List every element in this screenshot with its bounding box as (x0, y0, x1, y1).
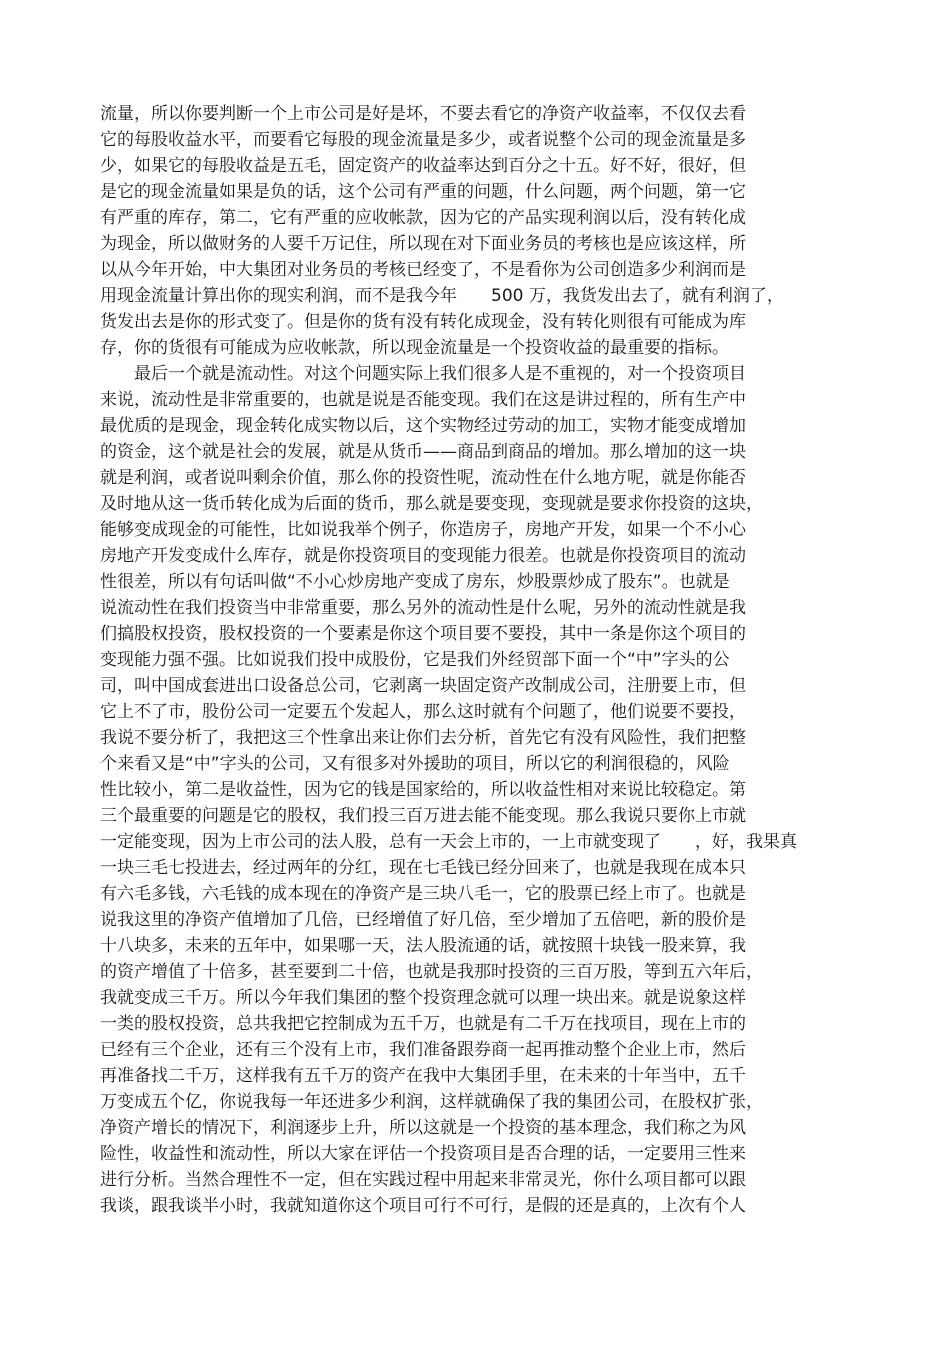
text-line: 有六毛多钱，六毛钱的成本现在的净资产是三块八毛一，它的股票已经上市了。也就是 (100, 884, 746, 904)
text-line: 万变成五个亿，你说我每一年还进多少利润，这样就确保了我的集团公司，在股权扩张， (100, 1092, 763, 1112)
text-line: 有严重的库存，第二，它有严重的应收帐款，因为它的产品实现利润以后，没有转化成 (100, 208, 746, 228)
text-line: 我说不要分析了，我把这三个性拿出来让你们去分析，首先它有没有风险性，我们把整 (100, 728, 746, 748)
text-line: 以从今年开始，中大集团对业务员的考核已经变了，不是看你为公司创造多少利润而是 (100, 260, 746, 280)
text-line: 司，叫中国成套进出口设备总公司，它剥离一块固定资产改制成公司，注册要上市，但 (100, 676, 746, 696)
text-line: 来说，流动性是非常重要的，也就是说是否能变现。我们在这是讲过程的，所有生产中 (100, 390, 746, 410)
text-line: 们搞股权投资，股权投资的一个要素是你这个项目要不要投，其中一条是你这个项目的 (100, 624, 746, 644)
text-line: 个来看又是“中”字头的公司，又有很多对外援助的项目，所以它的利润很稳的，风险 (100, 754, 730, 774)
text-line: 少，如果它的每股收益是五毛，固定资产的收益率达到百分之十五。好不好，很好，但 (100, 156, 746, 176)
text-line: 我谈，跟我谈半小时，我就知道你这个项目可行不可行，是假的还是真的，上次有个人 (100, 1196, 746, 1216)
text-line: 已经有三个企业，还有三个没有上市，我们准备跟券商一起再推动整个企业上市，然后 (100, 1040, 746, 1060)
text-line: 再准备找二千万，这样我有五千万的资产在我中大集团手里，在未来的十年当中，五千 (100, 1066, 746, 1086)
text-line: 性很差，所以有句话叫做“不小心炒房地产变成了房东，炒股票炒成了股东”。也就是 (100, 572, 730, 592)
text-line: 最优质的是现金，现金转化成实物以后，这个实物经过劳动的加工，实物才能变成增加 (100, 416, 746, 436)
text-line: 我就变成三千万。所以今年我们集团的整个投资理念就可以理一块出来。就是说象这样 (100, 988, 746, 1008)
text-line: 存，你的货很有可能成为应收帐款，所以现金流量是一个投资收益的最重要的指标。 (100, 338, 729, 358)
paragraph-liquidity (100, 361, 840, 1219)
text-line: 进行分析。当然合理性不一定，但在实践过程中用起来非常灵光，你什么项目都可以跟 (100, 1170, 746, 1190)
text-line: 及时地从这一货币转化成为后面的货币，那么就是要变现，变现就是要求你投资的这块， (100, 494, 763, 514)
text-line: 流量，所以你要判断一个上市公司是好是坏，不要去看它的净资产收益率，不仅仅去看 (100, 104, 746, 124)
text-line: 十八块多，未来的五年中，如果哪一天，法人股流通的话，就按照十块钱一股来算，我 (100, 936, 746, 956)
text-line: 说我这里的净资产值增加了几倍，已经增值了好几倍，至少增加了五倍吧，新的股价是 (100, 910, 746, 930)
text-line: 它上不了市，股份公司一定要五个发起人，那么这时就有个问题了，他们说要不要投， (100, 702, 746, 722)
body-text (100, 101, 840, 1219)
text-line: 险性，收益性和流动性，所以大家在评估一个投资项目是否合理的话，一定要用三性来 (100, 1144, 746, 1164)
text-line: 一类的股权投资，总共我把它控制成为五千万，也就是有二千万在找项目，现在上市的 (100, 1014, 746, 1034)
text-line: 变现能力强不强。比如说我们投中成股份，它是我们外经贸部下面一个“中”字头的公 (100, 650, 730, 670)
text-line: 货发出去是你的形式变了。但是你的货有没有转化成现金，没有转化则很有可能成为库 (100, 312, 746, 332)
text-line: 的资金，这个就是社会的发展，就是从货币——商品到商品的增加。那么增加的这一块 (100, 442, 746, 462)
text-line: 三个最重要的问题是它的股权，我们投三百万进去能不能变现。那么我说只要你上市就 (100, 806, 746, 826)
text-line: 是它的现金流量如果是负的话，这个公司有严重的问题，什么问题，两个问题，第一它 (100, 182, 746, 202)
text-line: 的资产增值了十倍多，甚至要到二十倍，也就是我那时投资的三百万股，等到五六年后， (100, 962, 763, 982)
text-line: 它的每股收益水平，而要看它每股的现金流量是多少，或者说整个公司的现金流量是多 (100, 130, 746, 150)
text-line: 房地产开发变成什么库存，就是你投资项目的变现能力很差。也就是你投资项目的流动 (100, 546, 746, 566)
text-line: 性比较小，第二是收益性，因为它的钱是国家给的，所以收益性相对来说比较稳定。第 (100, 780, 746, 800)
text-line: 就是利润，或者说叫剩余价值，那么你的投资性呢，流动性在什么地方呢，就是你能否 (100, 468, 746, 488)
text-line: 一块三毛七投进去，经过两年的分红，现在七毛钱已经分回来了，也就是我现在成本只 (100, 858, 746, 878)
text-line: 一定能变现，因为上市公司的法人股，总有一天会上市的，一上市就变现了 ，好，我果真 (100, 832, 797, 852)
paragraph-cash-flow (100, 101, 840, 361)
text-line: 能够变成现金的可能性，比如说我举个例子，你造房子，房地产开发，如果一个不小心 (100, 520, 746, 540)
text-line: 最后一个就是流动性。对这个问题实际上我们很多人是不重视的，对一个投资项目 (134, 364, 746, 384)
text-line: 用现金流量计算出你的现实利润，而不是我今年 500 万，我货发出去了，就有利润了， (100, 286, 784, 306)
text-line: 为现金，所以做财务的人要千万记住，所以现在对下面业务员的考核也是应该这样，所 (100, 234, 746, 254)
text-line: 净资产增长的情况下，利润逐步上升，所以这就是一个投资的基本理念，我们称之为风 (100, 1118, 746, 1138)
text-line: 说流动性在我们投资当中非常重要，那么另外的流动性是什么呢，另外的流动性就是我 (100, 598, 746, 618)
